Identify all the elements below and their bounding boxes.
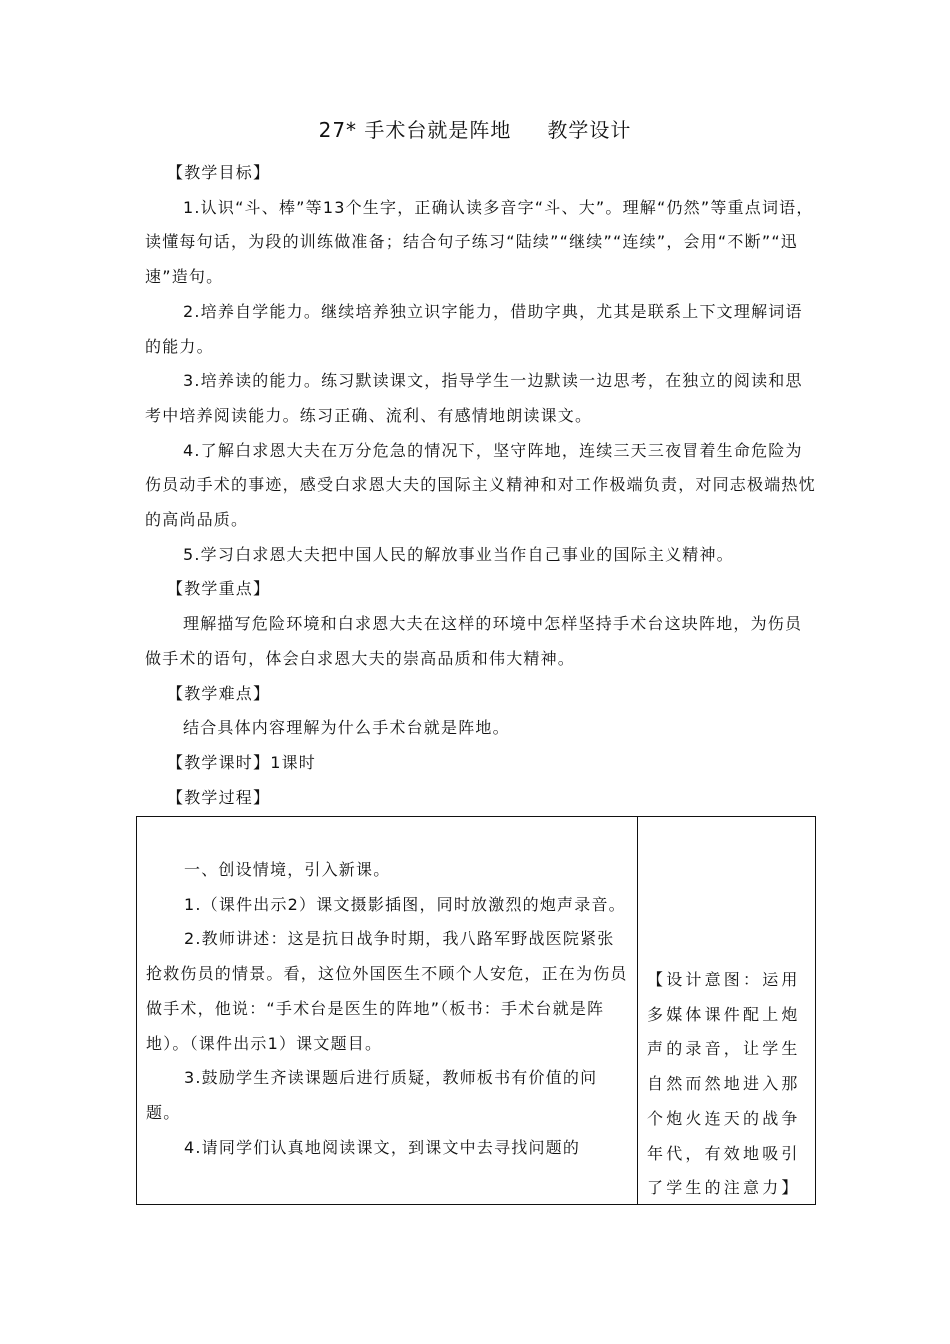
- objectives-heading: 【教学目标】: [167, 163, 271, 182]
- periods-heading: 【教学课时】: [167, 752, 271, 772]
- step-heading: 一、创设情境，引入新课。: [184, 860, 391, 879]
- periods-line: [145, 746, 817, 781]
- objective-item-3: 3.培养读的能力。练习默读课文，指导学生一边默读一边思考，在独立的阅读和思考中培养阅读能力。练习正确、流利、有感情地朗读课文。: [145, 371, 803, 425]
- title-sub: 教学设计: [547, 118, 632, 142]
- objective-item-2: 2.培养自学能力。继续培养独立识字能力，借助字典，尤其是联系上下文理解词语的能力。: [145, 301, 803, 356]
- title-main: 27* 手术台就是阵地: [318, 118, 512, 142]
- difficulties-text: 结合具体内容理解为什么手术台就是阵地。: [183, 718, 510, 738]
- process-item-2: 2.教师讲述：这是抗日战争时期，我八路军野战医院紧张抢救伤员的情景。看，这位外国医生不顾个人安危，正在为伤员做手术，他说：“手术台是医生的阵地”（板书：手术台就是阵地）。（课件出示1）课文题目。: [146, 929, 628, 1053]
- periods-value: 1课时: [270, 752, 316, 772]
- process-item-1: 1.（课件出示2）课文摄影插图，同时放激烈的炮声录音。: [184, 894, 626, 914]
- document-body: [145, 156, 817, 815]
- difficulties-heading: 【教学难点】: [167, 683, 271, 703]
- process-table: [136, 816, 816, 1205]
- objective-item-4: 4.了解白求恩大夫在万分危急的情况下，坚守阵地，连续三天三夜冒着生命危险为伤员动手术的事迹，感受白求恩大夫的国际主义精神和对工作极端负责，对同志极端热忱的高尚品质。: [145, 440, 816, 530]
- design-intent-text: 【设计意图：运用多媒体课件配上炮声的录音，让学生自然而然地进入那个炮火连天的战争年代，有效地吸引了学生的注意力】: [647, 970, 801, 1198]
- table-column-divider: [637, 817, 638, 1204]
- objective-item-1: 1.认识“斗、棒”等13个生字，正确认读多音字“斗、大”。理解“仍然”等重点词语，读懂每句话，为段的训练做准备；结合句子练习“陆续”“继续”“连续”，会用“不断”“迅速”造句。: [145, 197, 814, 287]
- process-heading: 【教学过程】: [167, 787, 271, 807]
- process-item-4: 4.请同学们认真地阅读课文，到课文中去寻找问题的: [184, 1137, 581, 1157]
- objective-item-5: 5.学习白求恩大夫把中国人民的解放事业当作自己事业的国际主义精神。: [183, 544, 734, 564]
- process-left-column: [146, 853, 630, 1165]
- design-intent-column: [647, 963, 811, 1206]
- key-points-heading: 【教学重点】: [167, 579, 271, 599]
- key-points-text: 理解描写危险环境和白求恩大夫在这样的环境中怎样坚持手术台这块阵地，为伤员做手术的语句，体会白求恩大夫的崇高品质和伟大精神。: [145, 614, 803, 668]
- process-item-3: 3.鼓励学生齐读课题后进行质疑，教师板书有价值的问题。: [146, 1068, 598, 1122]
- document-title: [0, 116, 950, 144]
